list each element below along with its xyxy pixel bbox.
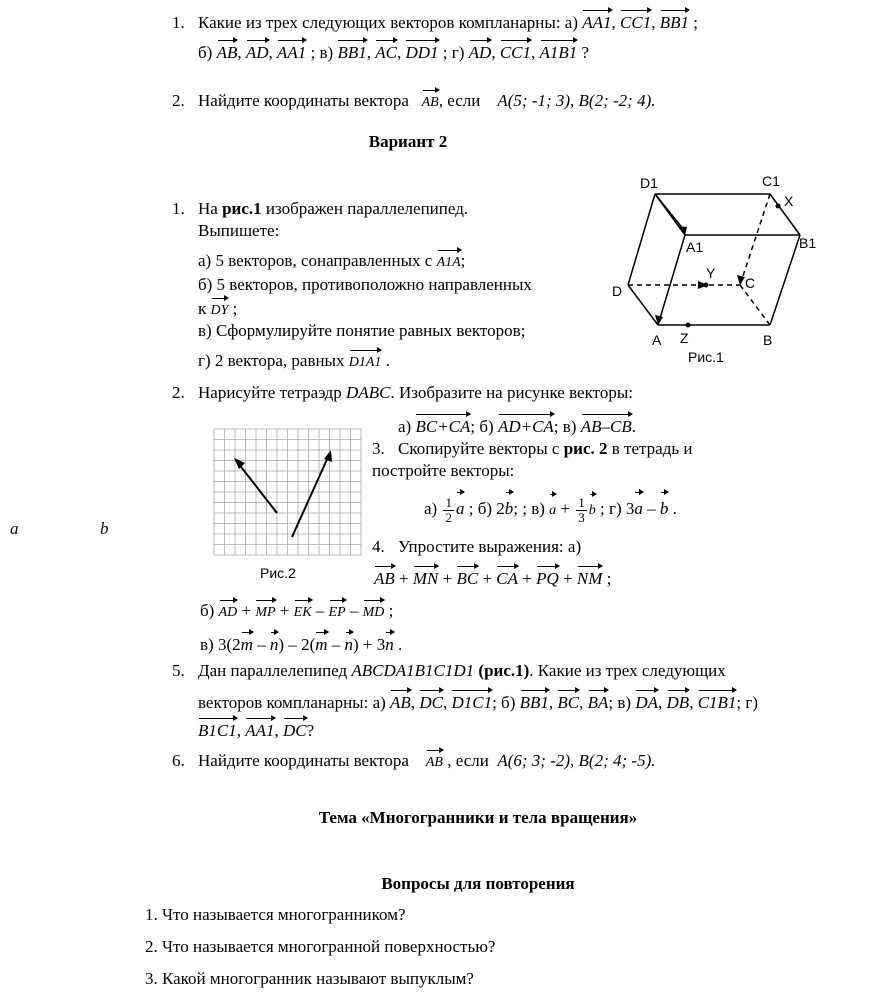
label-b: B <box>763 332 773 348</box>
review-item: 3. Какой многогранник называют выпуклым? <box>145 969 474 988</box>
label-a: A <box>652 332 662 348</box>
v2-q2-line2: а) BC+CA; б) AD+CA; в) AB–CB. <box>398 412 636 438</box>
vector: AA1 <box>582 8 611 34</box>
v2-q1-d: г) 2 вектора, равных D1A1 . <box>198 348 390 374</box>
label-z: Z <box>680 330 689 346</box>
v2-q3-line2: постройте векторы: <box>372 461 515 480</box>
fraction: $\frac{1}{3}$ <box>578 494 585 525</box>
figure2-caption: Рис.2 <box>260 565 296 581</box>
side-label-a: a <box>10 519 19 538</box>
side-label-b: b <box>100 519 109 538</box>
v2-q3-line3: а) $\frac{1}{2}$ a ; б) 2b; ; в) a + $\frac{1}{3}$ b ; г) 3a – b . <box>424 490 677 526</box>
v2-q5-line1: 5. Дан параллелепипед ABCDA1B1C1D1 (рис.1). Какие из трех следующих <box>172 661 726 680</box>
arrowhead-icon <box>234 458 245 469</box>
v2-q1-c: в) Сформулируйте понятие равных векторов; <box>198 321 526 340</box>
label-c1: C1 <box>762 173 780 189</box>
q1-line1: 1. Какие из трех следующих векторов компланарны: а) AA1, CC1, BB1 ; <box>172 8 698 34</box>
v2-q1-a: а) 5 векторов, сонаправленных с A1A; <box>198 248 465 274</box>
label-a1: A1 <box>686 239 704 255</box>
figure1-caption: Рис.1 <box>688 349 724 365</box>
vector-b-line <box>292 455 329 537</box>
topic-title: Тема «Многогранники и тела вращения» <box>318 808 638 827</box>
vector: CC1 <box>620 8 651 34</box>
v2-q3-line1: 3. Скопируйте векторы с рис. 2 в тетрадь и <box>372 439 693 458</box>
q1-line2: б) AB, AD, AA1 ; в) BB1, AC, DD1 ; г) AD, CC1, A1B1 ? <box>198 38 589 64</box>
v2-q4-line1: 4. Упростите выражения: а) <box>372 537 582 556</box>
review-title: Вопросы для повторения <box>381 874 575 893</box>
variant-title: Вариант 2 <box>368 132 448 151</box>
v2-q1-line1: 1. На рис.1 изображен параллелепипед. <box>172 199 469 218</box>
v2-q1-b: б) 5 векторов, противоположно направленных <box>198 275 532 294</box>
label-b1: B1 <box>799 235 817 251</box>
review-item: 1. Что называется многогранником? <box>145 905 406 924</box>
label-y: Y <box>706 265 716 281</box>
v2-q6-line: 6. Найдите координаты вектора AB , если A(6; 3; -2), B(2; 4; -5). <box>172 748 655 774</box>
figure-grid <box>210 425 370 585</box>
v2-q4-c: в) 3(2m – n) – 2(m – n) + 3n . <box>200 630 402 656</box>
label-d1: D1 <box>640 175 658 191</box>
label-x: X <box>784 193 794 209</box>
v2-q5-line3: B1C1, AA1, DC? <box>198 716 314 742</box>
v2-q4-a: AB + MN + BC + CA + PQ + NM ; <box>374 564 611 590</box>
v2-q4-b: б) AD + MP + EK – EP – MD ; <box>200 598 393 624</box>
label-c: C <box>745 275 756 291</box>
v2-q1-line2: Выпишете: <box>198 221 280 240</box>
fraction: $\frac{1}{2}$ <box>445 494 452 525</box>
vector: BB1 <box>660 8 689 34</box>
label-d: D <box>612 283 623 299</box>
v2-q2-line1: 2. Нарисуйте тетраэдр DABC. Изобразите на рисунке векторы: <box>172 383 633 402</box>
vector-a-line <box>238 463 277 513</box>
figure-parallelepiped <box>600 170 817 370</box>
v2-q1-b2: к DY ; <box>198 296 237 322</box>
q2-line: 2. Найдите координаты вектора AB, если A(5; -1; 3), B(2; -2; 4). <box>172 88 655 114</box>
review-item: 2. Что называется многогранной поверхностью? <box>145 937 496 956</box>
v2-q5-line2: векторов компланарны: а) AB, DC, D1C1; б) BB1, BC, BA; в) DA, DB, C1B1; г) <box>198 688 758 714</box>
